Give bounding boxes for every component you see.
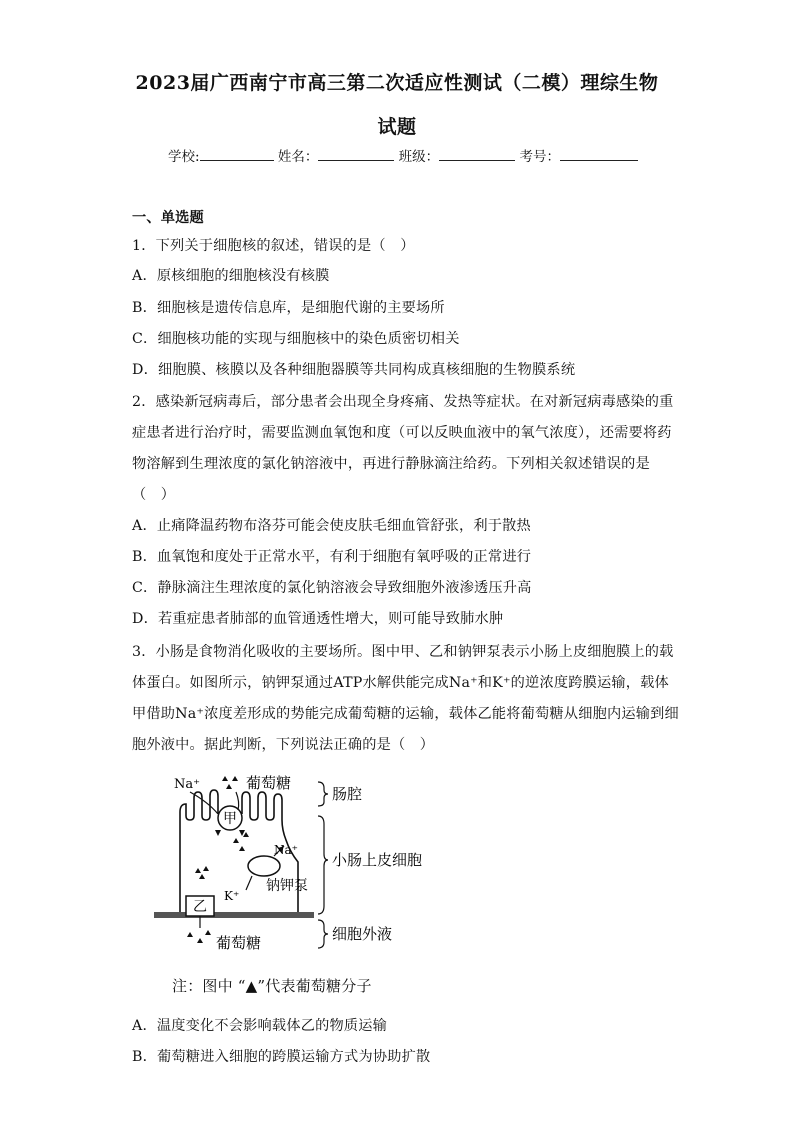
basal-membrane: [154, 912, 314, 918]
q3-stem-line4: 胞外液中。据此判断，下列说法正确的是（ ）: [132, 737, 435, 753]
k-entry-arrow: [246, 876, 252, 890]
exam-title-line2: 试题: [377, 116, 417, 138]
exam-title-line1: 2023届广西南宁市高三第二次适应性测试（二模）理综生物: [135, 72, 659, 94]
region-cell-label: 小肠上皮细胞: [332, 851, 423, 869]
glucose-top-label: 葡萄糖: [246, 774, 292, 792]
section-heading: 一、单选题: [132, 210, 204, 226]
brace-extracellular: [318, 920, 328, 948]
carrier-yi-label: 乙: [193, 899, 207, 915]
na-k-pump-shape: [248, 856, 280, 876]
glucose-molecules-bottom: [187, 930, 211, 943]
na-right-label: Na⁺: [274, 843, 298, 857]
brace-cell: [318, 816, 328, 914]
q1-option-a: A．原核细胞的细胞核没有核膜: [132, 268, 330, 284]
figure-note: 注：图中 “▲”代表葡萄糖分子: [172, 977, 372, 995]
k-label: K⁺: [224, 889, 240, 903]
class-blank[interactable]: [439, 148, 515, 161]
arrow-head-2: [239, 830, 245, 836]
region-extracellular-label: 细胞外液: [332, 925, 393, 943]
q3-stem-line1: 3．小肠是食物消化吸收的主要场所。图中甲、乙和钠钾泵表示小肠上皮细胞膜上的载: [132, 644, 674, 660]
q2-stem-line2: 症患者进行治疗时，需要监测血氧饱和度（可以反映血液中的氧气浓度），还需要将药: [132, 425, 672, 441]
brace-lumen: [318, 782, 328, 806]
q2-stem-line3: 物溶解到生理浓度的氯化钠溶液中，再进行静脉滴注给药。下列相关叙述错误的是: [132, 456, 650, 472]
class-label: 班级：: [398, 149, 440, 165]
q2-option-d: D．若重症患者肺部的血管通透性增大，则可能导致肺水肿: [132, 611, 504, 627]
q3-option-a: A．温度变化不会影响载体乙的物质运输: [132, 1018, 388, 1034]
region-lumen-label: 肠腔: [332, 785, 363, 803]
q2-stem-line4: （ ）: [132, 487, 176, 503]
glucose-bottom-label: 葡萄糖: [216, 934, 262, 952]
small-intestine-cell-diagram: [150, 770, 450, 970]
school-blank[interactable]: [200, 148, 274, 161]
name-label: 姓名：: [277, 149, 319, 165]
exam-number-blank[interactable]: [560, 148, 638, 161]
arrow-head-1: [215, 830, 221, 836]
q3-stem-line2: 体蛋白。如图所示，钠钾泵通过ATP水解供能完成Na⁺和K⁺的逆浓度跨膜运输，载体: [132, 675, 669, 691]
name-blank[interactable]: [318, 148, 394, 161]
q1-stem: 1．下列关于细胞核的叙述，错误的是（ ）: [132, 238, 415, 254]
q3-stem-line3: 甲借助Na⁺浓度差形成的势能完成葡萄糖的运输，载体乙能将葡萄糖从细胞内运输到细: [132, 706, 679, 722]
q2-option-c: C．静脉滴注生理浓度的氯化钠溶液会导致细胞外液渗透压升高: [132, 580, 532, 596]
school-label: 学校:: [168, 149, 200, 165]
glucose-molecules-top: [222, 776, 238, 789]
q1-option-c: C．细胞核功能的实现与细胞核中的染色质密切相关: [132, 331, 460, 347]
q1-option-b: B．细胞核是遗传信息库，是细胞代谢的主要场所: [132, 300, 445, 316]
q2-option-b: B．血氧饱和度处于正常水平，有利于细胞有氧呼吸的正常进行: [132, 549, 532, 565]
carrier-jia-label: 甲: [223, 811, 237, 827]
na-top-label: Na⁺: [174, 777, 200, 792]
q1-option-d: D．细胞膜、核膜以及各种细胞器膜等共同构成真核细胞的生物膜系统: [132, 362, 576, 378]
q3-option-b: B．葡萄糖进入细胞的跨膜运输方式为协助扩散: [132, 1049, 431, 1065]
student-info-row: [168, 145, 638, 165]
q2-stem-line1: 2．感染新冠病毒后，部分患者会出现全身疼痛、发热等症状。在对新冠病毒感染的重: [132, 394, 674, 410]
na-k-pump-label: 钠钾泵: [266, 878, 308, 894]
exam-number-label: 考号：: [519, 149, 560, 165]
q2-option-a: A．止痛降温药物布洛芬可能会使皮肤毛细血管舒张，利于散热: [132, 518, 531, 534]
glucose-molecules-inside: [195, 832, 249, 879]
